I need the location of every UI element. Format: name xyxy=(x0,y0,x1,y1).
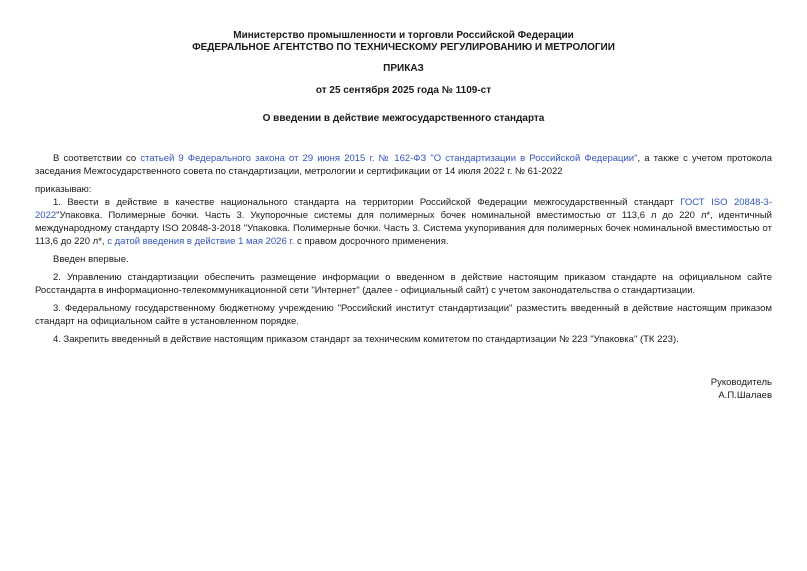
ministry-name: Министерство промышленности и торговли Российской Федерации xyxy=(233,30,574,41)
item1-post-text: с правом досрочного применения. xyxy=(294,235,449,247)
signer-name: А.П.Шалаев xyxy=(718,389,772,401)
item1-paragraph xyxy=(35,196,772,248)
document-date-number: от 25 сентября 2025 года № 1109-ст xyxy=(315,84,492,96)
document-body xyxy=(35,152,772,346)
intro-post-text: , а также с учетом протокола заседания Межгосударственного совета по стандартизации, метрологии и сертификации от 14 июля 2022 г. № 61-2022 xyxy=(35,152,773,177)
document-type: ПРИКАЗ xyxy=(383,63,424,74)
gost-standard-link[interactable]: ГОСТ ISO 20848-3-2022 xyxy=(35,196,772,221)
item1-pre-text: 1. Ввести в действие в качестве национального стандарта на территории Российской Федерации межгосударственный стандарт xyxy=(53,196,681,208)
federal-law-link[interactable]: статьей 9 Федерального закона от 29 июня 2015 г. № 162-ФЗ "О стандартизации в Российской Федерации" xyxy=(140,152,638,164)
signature-block xyxy=(35,376,772,402)
note-paragraph: Введен впервые. xyxy=(53,253,129,265)
document-header xyxy=(35,30,772,125)
intro-paragraph xyxy=(35,152,772,178)
item3-paragraph: 3. Федеральному государственному бюджетному учреждению "Российский институт стандартизации" разместить введенный в действие настоящим приказом стандарт на официальном сайте в установленном порядке. xyxy=(35,302,772,327)
document-title: О введении в действие межгосударственного стандарта xyxy=(262,113,545,124)
agency-name: ФЕДЕРАЛЬНОЕ АГЕНТСТВО ПО ТЕХНИЧЕСКОМУ РЕГУЛИРОВАНИЮ И МЕТРОЛОГИИ xyxy=(192,41,615,53)
order-word: приказываю: xyxy=(35,183,92,195)
item4-paragraph: 4. Закрепить введенный в действие настоящим приказом стандарт за техническим комитетом по стандартизации № 223 "Упаковка" (ТК 223). xyxy=(53,333,679,345)
item1-mid-text: "Упаковка. Полимерные бочки. Часть 3. Укупорочные системы для полимерных бочек номинальной вместимостью от 113,6 л до 220 л*, идентичный международному стандарту ISO 20848-3-2018 "Упаковка. Полимерные бочки. Часть 3. Система укупоривания для полимерных бочек номинальной вместимостью от 113,6 до 220 л*, xyxy=(35,209,772,247)
intro-pre-text: В соответствии со xyxy=(53,152,141,164)
signer-position: Руководитель xyxy=(710,376,772,388)
effective-date-link[interactable]: с датой введения в действие 1 мая 2026 г. xyxy=(107,235,295,247)
item2-paragraph: 2. Управлению стандартизации обеспечить размещение информации о введенном в действие настоящим приказом стандарте на официальном сайте Росстандарта в информационно-телекоммуникационной сети "Интернет" (далее - официальный сайт) с учетом законодательства о стандартизации. xyxy=(35,271,772,296)
